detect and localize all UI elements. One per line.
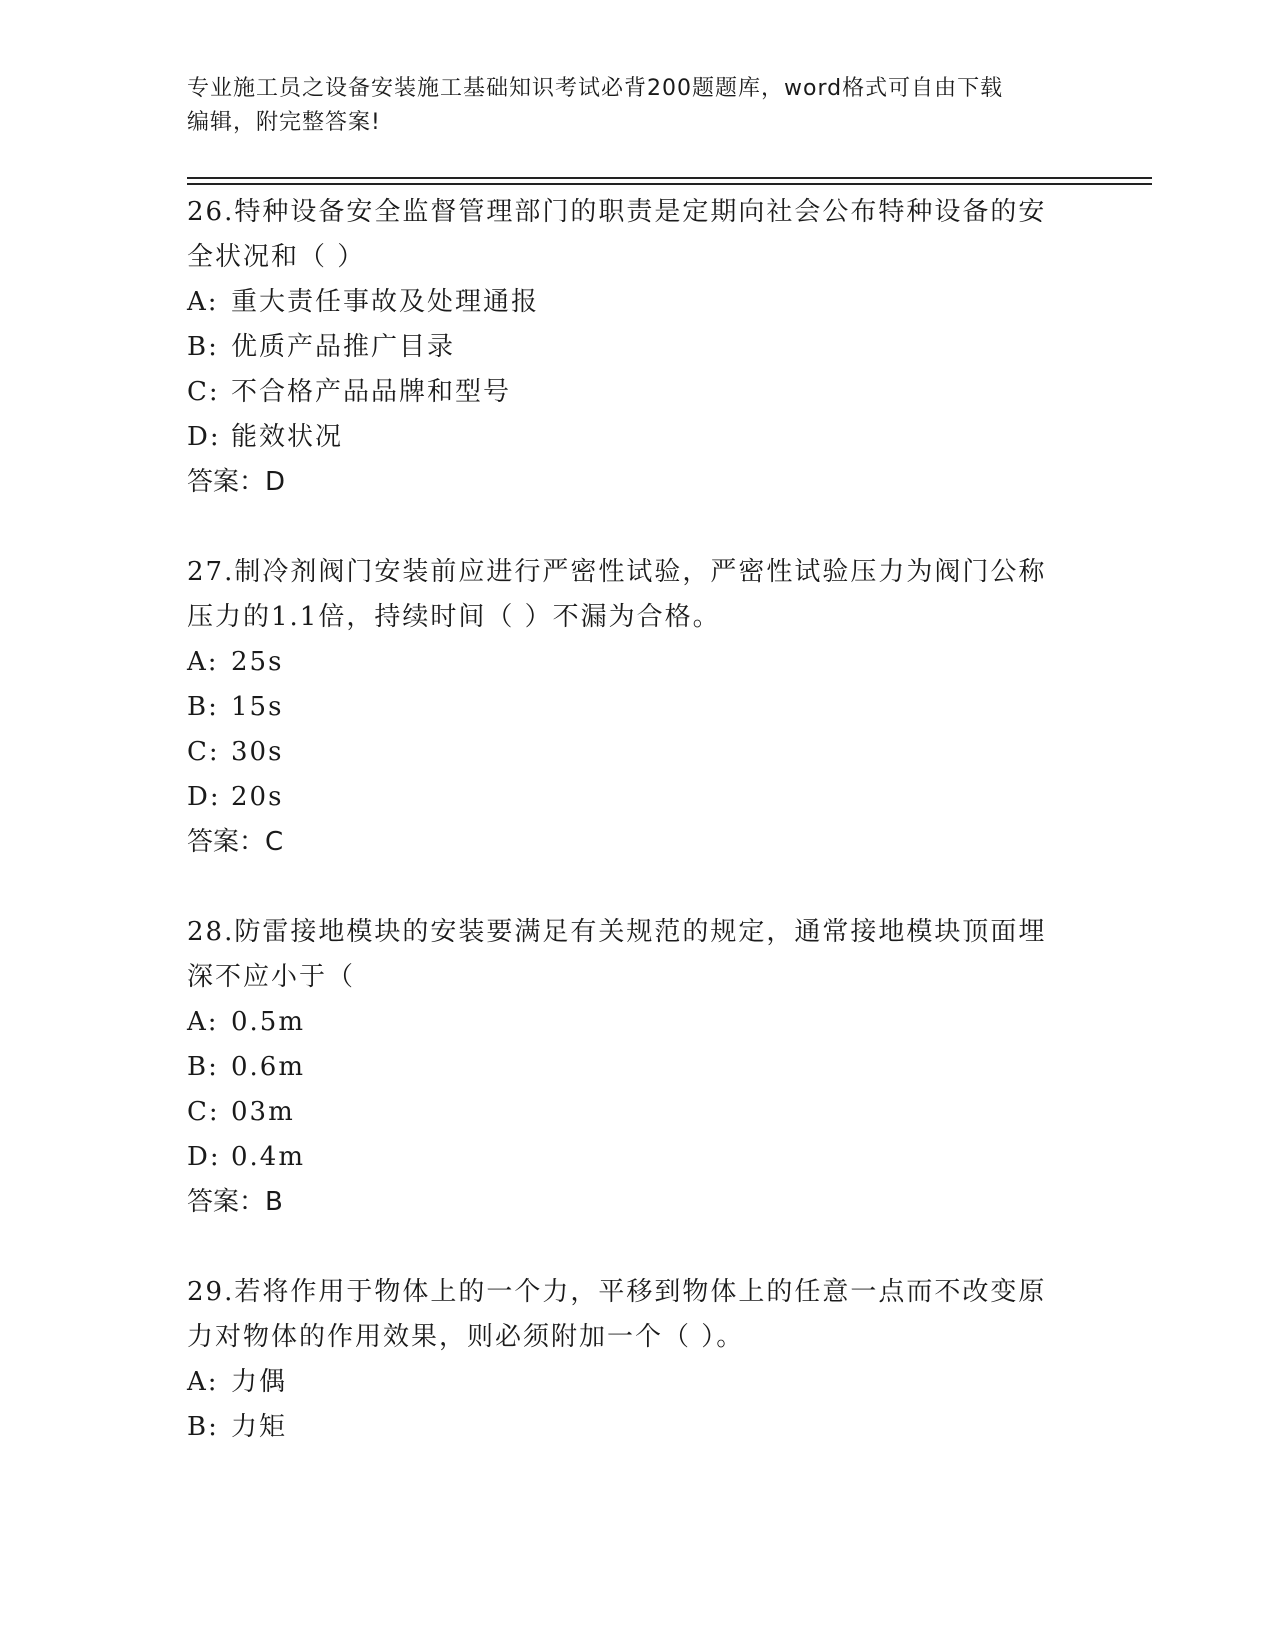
option-b [187,1405,1087,1450]
answer-line: 答案：B [187,1187,283,1217]
option-letter: A: [187,1367,219,1397]
header-divider-top [187,177,1152,179]
question-28 [187,910,1087,1225]
option-c [187,1090,1087,1135]
option-a [187,1000,1087,1045]
question-list [187,190,1087,1450]
option-letter: D: [187,1142,221,1172]
option-text: 0.5m [231,1007,306,1037]
question-stem-line-1: 29.若将作用于物体上的一个力，平移到物体上的任意一点而不改变原 [187,1277,1047,1307]
question-stem-line-1: 28.防雷接地模块的安装要满足有关规范的规定，通常接地模块顶面埋 [187,917,1047,947]
question-29 [187,1270,1087,1450]
option-b [187,685,1087,730]
option-letter: A: [187,287,219,317]
question-stem-line-2: 深不应小于（ [187,962,356,992]
option-letter: B: [187,1412,219,1442]
option-b [187,325,1087,370]
question-stem-line-1: 26.特种设备安全监督管理部门的职责是定期向社会公布特种设备的安 [187,197,1047,227]
option-text: 20s [231,782,284,812]
option-text: 能效状况 [231,422,344,452]
question-27 [187,550,1087,865]
option-d [187,415,1087,460]
option-a [187,1360,1087,1405]
question-stem-line-2: 全状况和（ ） [187,242,366,272]
question-spacer [187,505,1087,550]
option-letter: C: [187,377,220,407]
option-letter: B: [187,1052,219,1082]
option-text: 03m [231,1097,295,1127]
answer-line: 答案：D [187,467,286,497]
question-spacer [187,1225,1087,1270]
option-d [187,1135,1087,1180]
option-letter: D: [187,782,221,812]
option-text: 25s [231,647,284,677]
option-text: 15s [231,692,284,722]
answer-line: 答案：C [187,827,284,857]
option-letter: C: [187,1097,220,1127]
option-letter: A: [187,647,219,677]
option-a [187,640,1087,685]
option-c [187,370,1087,415]
question-stem-line-1: 27.制冷剂阀门安装前应进行严密性试验，严密性试验压力为阀门公称 [187,557,1047,587]
question-26 [187,190,1087,505]
option-letter: B: [187,692,219,722]
option-b [187,1045,1087,1090]
option-letter: B: [187,332,219,362]
option-text: 重大责任事故及处理通报 [231,287,540,317]
option-letter: C: [187,737,220,767]
question-stem-line-2: 压力的1.1倍，持续时间（ ）不漏为合格。 [187,602,721,632]
header-title-line-1: 专业施工员之设备安装施工基础知识考试必背200题题库，word格式可自由下载 [187,76,1004,101]
question-stem-line-2: 力对物体的作用效果，则必须附加一个（ ）。 [187,1322,745,1352]
option-text: 力偶 [231,1367,288,1397]
option-letter: D: [187,422,221,452]
option-text: 力矩 [231,1412,288,1442]
option-d [187,775,1087,820]
option-a [187,280,1087,325]
header-title-line-2: 编辑，附完整答案! [187,110,381,135]
question-spacer [187,865,1087,910]
document-header [187,72,1067,140]
option-text: 0.6m [231,1052,306,1082]
option-c [187,730,1087,775]
option-text: 30s [231,737,284,767]
option-text: 0.4m [231,1142,306,1172]
option-text: 优质产品推广目录 [231,332,456,362]
option-letter: A: [187,1007,219,1037]
header-divider-bottom [187,183,1152,185]
option-text: 不合格产品品牌和型号 [231,377,512,407]
